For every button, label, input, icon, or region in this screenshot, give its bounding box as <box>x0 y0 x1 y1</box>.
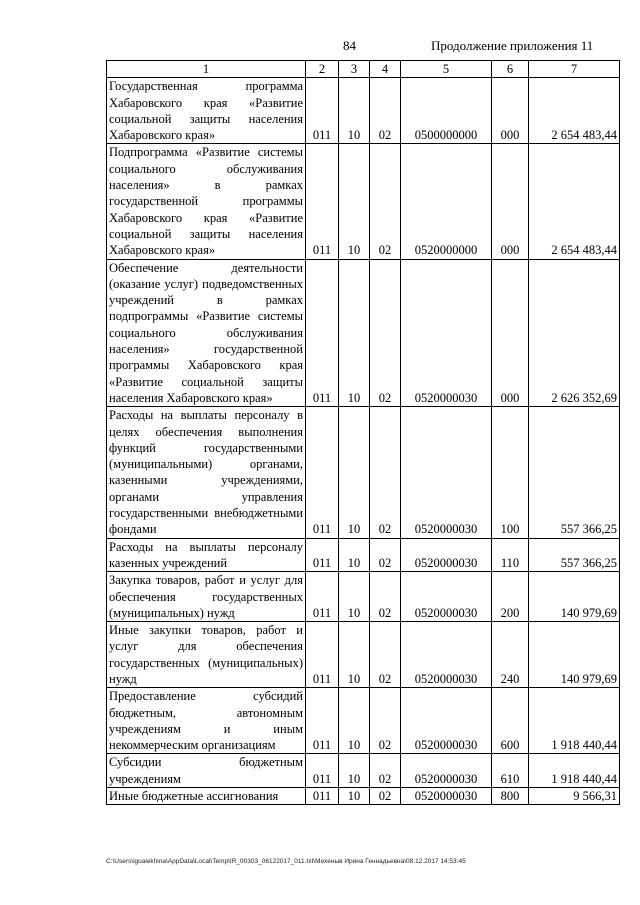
section-code: 10 <box>339 688 370 754</box>
expense-type-code: 000 <box>492 78 529 144</box>
subsection-code: 02 <box>370 688 401 754</box>
item-name: Закупка товаров, работ и услуг для обеспечения государственных (муниципальных) нужд <box>107 572 306 622</box>
table-header-row <box>107 61 620 78</box>
item-name: Расходы на выплаты персоналу в целях обеспечения выполнения функций государственными (муниципальными) органами, казенными учреждениями, органами управления государственными внебюджетными фондами <box>107 407 306 538</box>
table-row <box>107 754 620 788</box>
item-name: Иные закупки товаров, работ и услуг для обеспечения государственных (муниципальных) нужд <box>107 622 306 688</box>
target-article-code: 0520000030 <box>401 538 492 572</box>
expense-type-code: 800 <box>492 788 529 805</box>
file-path-footer: C:\Users\igualekhina\AppData\Local\Temp\IR_00303_06122017_011.txt\Мехеныв Ирина Геннадьевна\08.12.2017 14:53:45 <box>106 858 466 865</box>
ministry-code: 011 <box>306 144 339 259</box>
amount: 1 918 440,44 <box>529 688 620 754</box>
target-article-code: 0520000030 <box>401 407 492 538</box>
section-code: 10 <box>339 754 370 788</box>
section-code: 10 <box>339 407 370 538</box>
subsection-code: 02 <box>370 144 401 259</box>
section-code: 10 <box>339 78 370 144</box>
subsection-code: 02 <box>370 259 401 407</box>
amount: 2 626 352,69 <box>529 259 620 407</box>
ministry-code: 011 <box>306 259 339 407</box>
expense-type-code: 200 <box>492 572 529 622</box>
table-row <box>107 688 620 754</box>
item-name: Иные бюджетные ассигнования <box>107 788 306 805</box>
table-row <box>107 78 620 144</box>
ministry-code: 011 <box>306 407 339 538</box>
column-header: 4 <box>370 61 401 78</box>
amount: 557 366,25 <box>529 407 620 538</box>
column-header: 5 <box>401 61 492 78</box>
amount: 2 654 483,44 <box>529 144 620 259</box>
amount: 140 979,69 <box>529 622 620 688</box>
item-name: Субсидии бюджетным учреждениям <box>107 754 306 788</box>
section-code: 10 <box>339 144 370 259</box>
item-name: Обеспечение деятельности (оказание услуг) подведомственных учреждений в рамках подпрограммы «Развитие системы социального обслуживания населения» государственной программы Хабаровского края «Развитие социальной защиты населения Хабаровского края» <box>107 259 306 407</box>
amount: 2 654 483,44 <box>529 78 620 144</box>
expense-type-code: 000 <box>492 144 529 259</box>
section-code: 10 <box>339 538 370 572</box>
section-code: 10 <box>339 622 370 688</box>
column-header: 3 <box>339 61 370 78</box>
target-article-code: 0520000030 <box>401 754 492 788</box>
subsection-code: 02 <box>370 407 401 538</box>
item-name: Подпрограмма «Развитие системы социального обслуживания населения» в рамках государственной программы Хабаровского края «Развитие социальной защиты населения Хабаровского края» <box>107 144 306 259</box>
expense-type-code: 000 <box>492 259 529 407</box>
expense-type-code: 240 <box>492 622 529 688</box>
section-code: 10 <box>339 788 370 805</box>
amount: 9 566,31 <box>529 788 620 805</box>
subsection-code: 02 <box>370 622 401 688</box>
table-row <box>107 622 620 688</box>
column-header: 1 <box>107 61 306 78</box>
ministry-code: 011 <box>306 622 339 688</box>
amount: 1 918 440,44 <box>529 754 620 788</box>
item-name: Предоставление субсидий бюджетным, автономным учреждениям и иным некоммерческим организациям <box>107 688 306 754</box>
ministry-code: 011 <box>306 538 339 572</box>
table-row <box>107 538 620 572</box>
amount: 140 979,69 <box>529 572 620 622</box>
target-article-code: 0520000030 <box>401 259 492 407</box>
ministry-code: 011 <box>306 788 339 805</box>
subsection-code: 02 <box>370 538 401 572</box>
target-article-code: 0520000030 <box>401 688 492 754</box>
subsection-code: 02 <box>370 78 401 144</box>
column-header: 6 <box>492 61 529 78</box>
table-row <box>107 407 620 538</box>
target-article-code: 0520000030 <box>401 572 492 622</box>
table-row <box>107 259 620 407</box>
subsection-code: 02 <box>370 572 401 622</box>
table-row <box>107 572 620 622</box>
ministry-code: 011 <box>306 78 339 144</box>
ministry-code: 011 <box>306 572 339 622</box>
item-name: Расходы на выплаты персоналу казенных учреждений <box>107 538 306 572</box>
ministry-code: 011 <box>306 754 339 788</box>
table-row <box>107 788 620 805</box>
section-code: 10 <box>339 572 370 622</box>
item-name: Государственная программа Хабаровского края «Развитие социальной защиты населения Хабаровского края» <box>107 78 306 144</box>
column-header: 2 <box>306 61 339 78</box>
target-article-code: 0500000000 <box>401 78 492 144</box>
expense-type-code: 600 <box>492 688 529 754</box>
subsection-code: 02 <box>370 754 401 788</box>
expense-type-code: 110 <box>492 538 529 572</box>
expense-type-code: 610 <box>492 754 529 788</box>
column-header: 7 <box>529 61 620 78</box>
budget-table <box>106 60 620 805</box>
expense-type-code: 100 <box>492 407 529 538</box>
amount: 557 366,25 <box>529 538 620 572</box>
appendix-continuation-label: Продолжение приложения 11 <box>431 38 594 53</box>
subsection-code: 02 <box>370 788 401 805</box>
target-article-code: 0520000000 <box>401 144 492 259</box>
section-code: 10 <box>339 259 370 407</box>
page-number: 84 <box>343 38 356 53</box>
target-article-code: 0520000030 <box>401 788 492 805</box>
table-row <box>107 144 620 259</box>
target-article-code: 0520000030 <box>401 622 492 688</box>
ministry-code: 011 <box>306 688 339 754</box>
